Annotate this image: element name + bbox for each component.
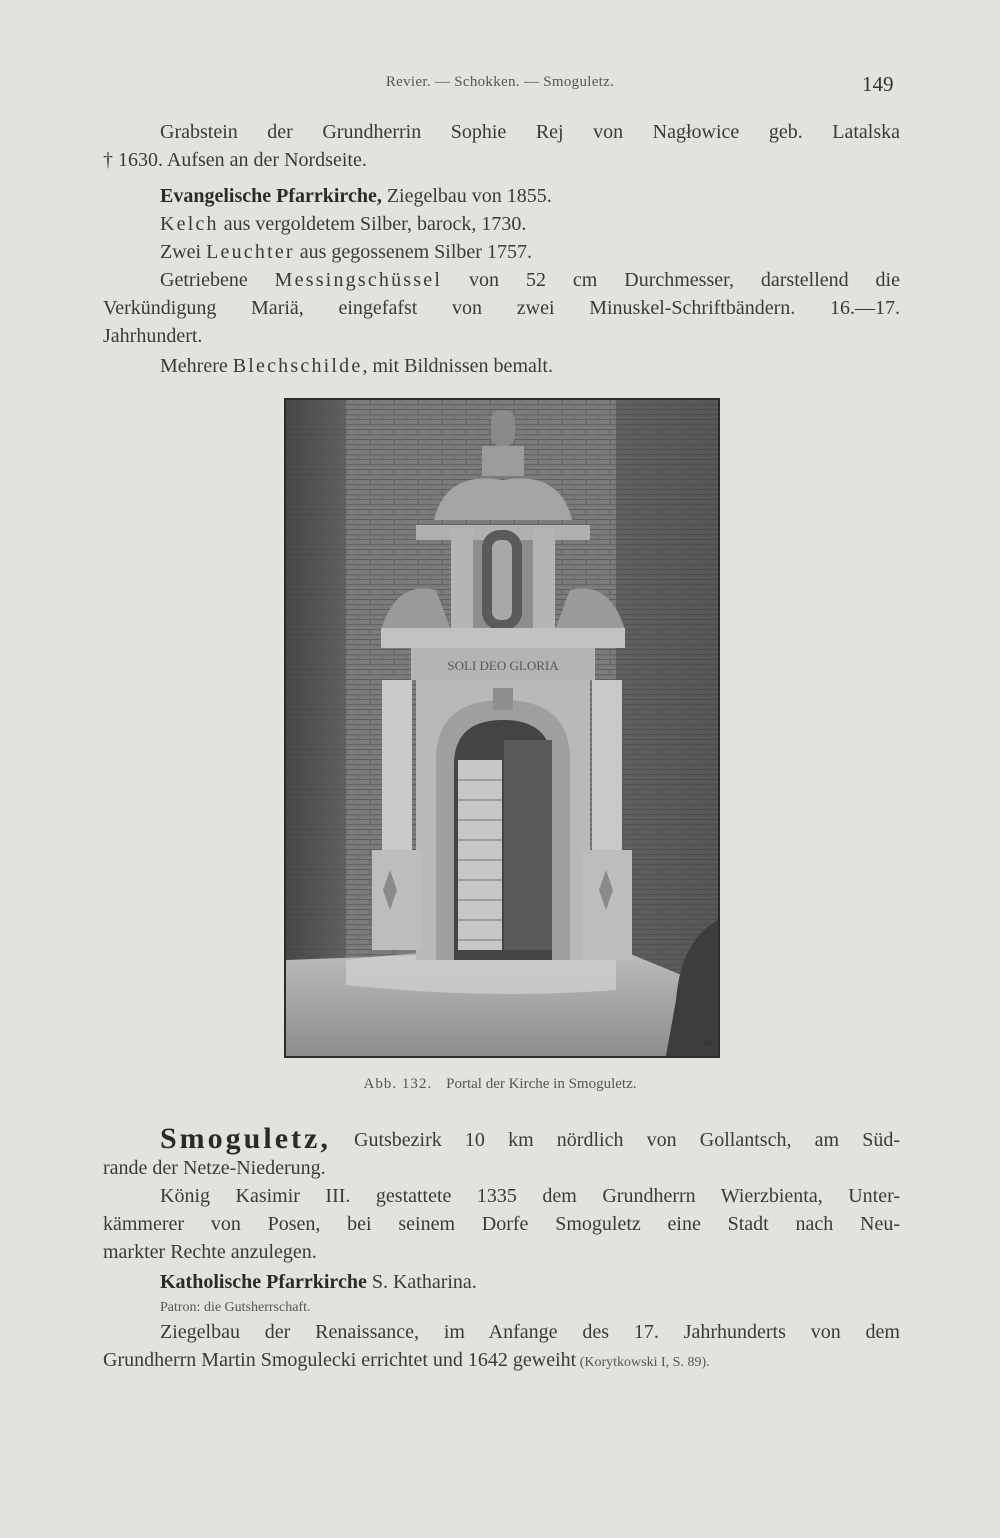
page-number: 149 (862, 72, 894, 96)
portal-inscription: SOLI DEO GLORIA (447, 658, 559, 673)
history-text-1: König Kasimir III. gestattete 1335 dem Grundherrn Wierzbienta, Unter- (160, 1185, 900, 1207)
history-line-3 (103, 1240, 317, 1264)
literature-reference: (Korytkowski I, S. 89). (576, 1355, 710, 1370)
blechschilde-line (160, 354, 553, 378)
ziegelbau-line-2 (103, 1348, 710, 1375)
evangelical-church-line (160, 184, 552, 208)
ziegelbau-line-1 (160, 1320, 900, 1344)
evangelical-church-desc: Ziegelbau von 1855. (381, 185, 552, 207)
catholic-church-line (160, 1270, 477, 1294)
history-line-2 (103, 1212, 900, 1236)
kelch-desc: aus vergoldetem Silber, barock, 1730. (218, 213, 527, 235)
church-portal-photo (284, 398, 720, 1058)
schuessel-line-3 (103, 324, 202, 348)
kelch-term: Kelch (160, 213, 219, 235)
schuessel-text-2: Verkündigung Mariä, eingefafst von zwei Minuskel-Schriftbändern. 16.—17. (103, 297, 900, 319)
schuessel-prefix: Getriebene (160, 269, 275, 291)
grabstein-line-1 (160, 120, 900, 144)
patron-text: Patron: die Gutsherrschaft. (160, 1300, 311, 1315)
figure-caption-text: Portal der Kirche in Smoguletz. (446, 1076, 637, 1092)
history-line-1 (160, 1184, 900, 1208)
figure-number: Abb. 132. (363, 1076, 433, 1092)
ziegelbau-text-2: Grundherrn Martin Smogulecki errichtet und 1642 geweiht (103, 1349, 577, 1371)
portal-illustration (286, 400, 718, 1056)
leuchter-term: Leuchter (206, 241, 295, 263)
catholic-church-desc: S. Katharina. (366, 1271, 477, 1293)
schuessel-line-2 (103, 296, 900, 320)
smoguletz-intro-line-1 (160, 1124, 900, 1155)
smoguletz-intro-text-1: Gutsbezirk 10 km nördlich von Gollantsch, am Süd- (330, 1129, 900, 1151)
evangelical-church-heading: Evangelische Pfarrkirche, (160, 185, 382, 207)
schuessel-term: Messingschüssel (274, 269, 443, 291)
schuessel-text-3: Jahrhundert. (103, 325, 203, 347)
patron-line (160, 1296, 310, 1320)
blechschilde-term: Blechschilde (232, 355, 363, 377)
smoguletz-intro-text-2: rande der Netze-Niederung. (103, 1157, 326, 1179)
history-text-3: markter Rechte anzulegen. (103, 1241, 317, 1263)
grabstein-text-1: Grabstein der Grundherrin Sophie Rej von Nagłowice geb. Latalska (160, 121, 900, 143)
blechschilde-prefix: Mehrere (160, 355, 233, 377)
smoguletz-intro-line-2 (103, 1156, 326, 1180)
blechschilde-desc: , mit Bildnissen bemalt. (362, 355, 553, 377)
kelch-line (160, 212, 526, 236)
photo-signature: Br. (704, 1038, 716, 1049)
schuessel-line-1 (160, 268, 900, 292)
grabstein-line-2 (103, 148, 367, 172)
running-head: Revier. — Schokken. — Smoguletz. (385, 74, 615, 90)
grabstein-text-2: † 1630. Aufsen an der Nordseite. (103, 149, 367, 171)
history-text-2: kämmerer von Posen, bei seinem Dorfe Smoguletz eine Stadt nach Neu- (103, 1213, 900, 1235)
leuchter-line (160, 240, 532, 264)
leuchter-desc: aus gegossenem Silber 1757. (294, 241, 532, 263)
figure-caption (0, 1076, 1000, 1093)
leuchter-prefix: Zwei (160, 241, 207, 263)
place-heading-smoguletz: Smoguletz, (160, 1122, 331, 1155)
schuessel-desc: von 52 cm Durchmesser, darstellend die (442, 269, 900, 291)
ziegelbau-text-1: Ziegelbau der Renaissance, im Anfange des 17. Jahrhunderts von dem (160, 1321, 900, 1343)
catholic-church-heading: Katholische Pfarrkirche (160, 1271, 367, 1293)
